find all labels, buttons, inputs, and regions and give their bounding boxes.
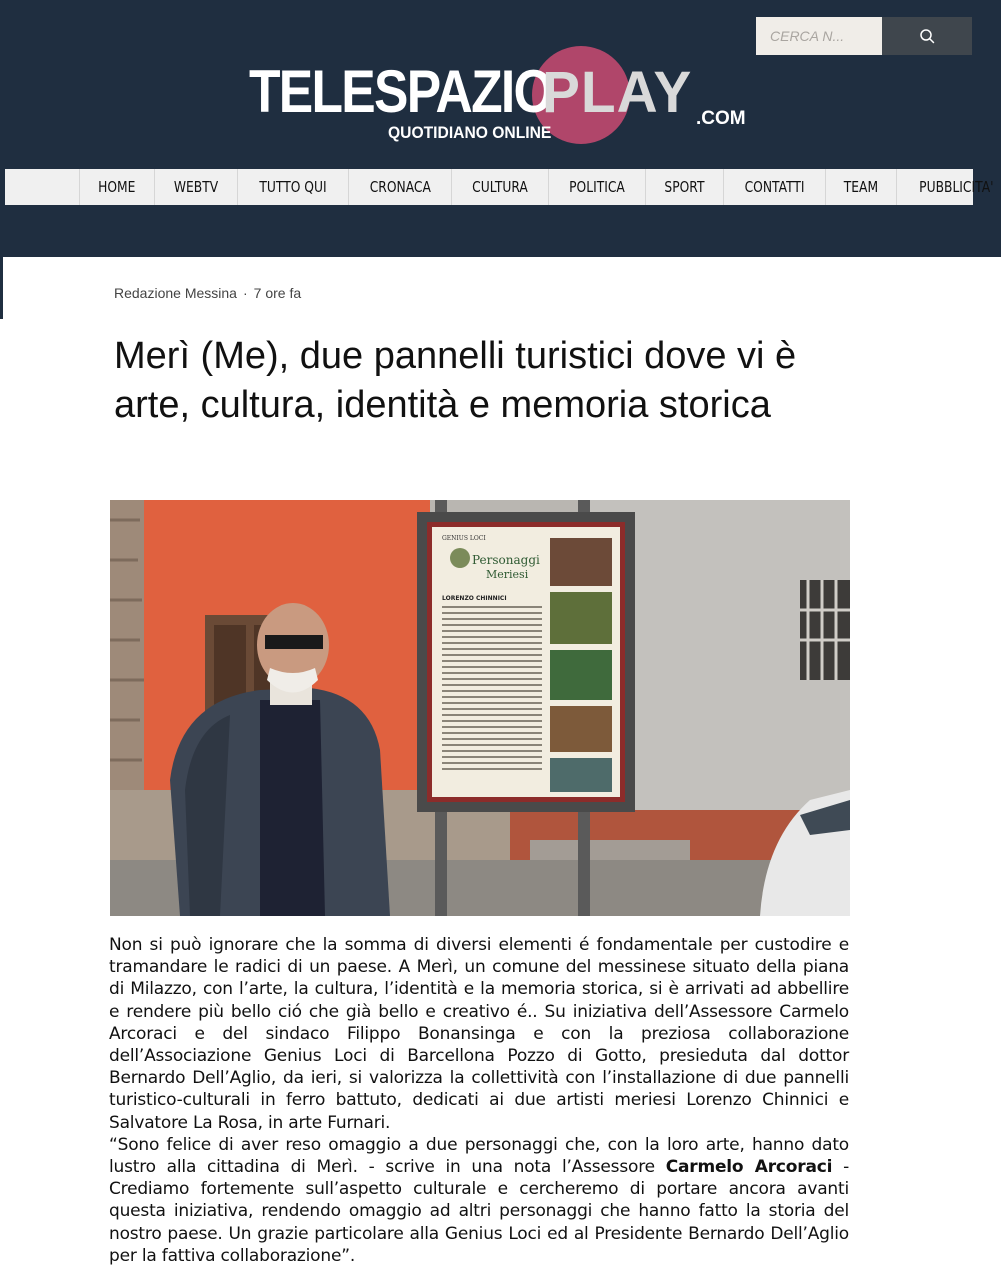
- panel-header: GENIUS LOCI: [442, 535, 486, 542]
- site-header: [0, 0, 1001, 257]
- edge-line: [0, 257, 3, 319]
- article-body: [109, 934, 849, 1267]
- nav-label: CRONACA: [369, 178, 431, 196]
- panel-title-1: Personaggi: [472, 553, 540, 567]
- body-quote-start: “Sono felice di aver reso omaggio a due personaggi che, con la loro arte, hanno dato lustro alla cittadina di Merì. - scrive in una nota l’Assessore: [109, 1134, 849, 1178]
- post-time: 7 ore fa: [253, 285, 302, 301]
- meta-separator: ·: [242, 285, 248, 301]
- article-photo-illustration: [110, 500, 850, 916]
- author-link[interactable]: Redazione Messina: [114, 285, 237, 301]
- nav-label: TEAM: [843, 178, 879, 196]
- body-paragraph-1: Non si può ignorare che la somma di diversi elementi é fondamentale per custodire e tramandare le radici di un paese. A Merì, un comune del messinese situato della piana di Milazzo, con l’arte, la cultura, l’identità e la memoria storica, si è arrivati ad abbellire e rendere più bello ció che già bello e creativo é.. Su iniziativa dell’Assessore Carmelo Arcoraci e del sindaco Filippo Bonansinga e con la preziosa collaborazione dell’Associazione Genius Loci di Barcellona Pozzo di Gotto, presieduta dal dottor Bernardo Dell’Aglio, da ieri, si valorizza la collettività con l’installazione di due pannelli turistico-culturali in ferro battuto, dedicati ai due artisti meriesi Lorenzo Chinnici e Salvatore La Rosa, in arte Furnari.: [109, 935, 849, 1133]
- nav-label: CULTURA: [472, 178, 529, 196]
- nav-item-home[interactable]: [80, 169, 155, 205]
- article-photo: [110, 500, 850, 916]
- panel-title-2: Meriesi: [486, 568, 529, 581]
- nav-item-webtv[interactable]: [155, 169, 238, 205]
- body-quote-end: - Crediamo fortemente sull’aspetto culturale e cercheremo di portare ancora avanti questa iniziativa, rendendo omaggio ad altri personaggi che hanno fatto la storia del nostro paese. Un grazie particolare alla Genius Loci ed al Presidente Bernardo Dell’Aglio per la fattiva collaborazione”.: [109, 1157, 849, 1266]
- search-button[interactable]: [882, 17, 972, 55]
- nav-label: CONTATTI: [744, 178, 805, 196]
- nav-item-contatti[interactable]: [724, 169, 826, 205]
- nav-list: [79, 169, 1001, 205]
- nav-label: PUBBLICITA': [919, 178, 994, 196]
- nav-label: TUTTO QUI: [258, 178, 327, 196]
- nav-item-tutto-qui[interactable]: [238, 169, 349, 205]
- search-box: [756, 17, 972, 55]
- nav-item-pubblicita[interactable]: [897, 169, 1001, 205]
- nav-label: POLITICA: [569, 178, 626, 196]
- nav-label: HOME: [98, 178, 136, 196]
- nav-item-cronaca[interactable]: [349, 169, 453, 205]
- search-icon: [919, 28, 935, 44]
- body-bold-name: Carmelo Arcoraci: [665, 1157, 833, 1178]
- panel-name: LORENZO CHINNICI: [442, 595, 507, 602]
- site-logo[interactable]: [246, 42, 746, 152]
- body-paragraph-2: [109, 1134, 849, 1267]
- article-title: Merì (Me), due pannelli turistici dove vi è arte, cultura, identità e memoria storica: [114, 335, 797, 426]
- nav-item-politica[interactable]: [549, 169, 646, 205]
- nav-label: WEBTV: [173, 178, 218, 196]
- logo-wordmark: TELESPAZIO: [249, 58, 552, 125]
- nav-item-sport[interactable]: [646, 169, 724, 205]
- nav-item-cultura[interactable]: [452, 169, 549, 205]
- nav-label: SPORT: [664, 178, 705, 196]
- main-nav: [5, 169, 994, 205]
- logo-domain: .COM: [696, 108, 746, 129]
- nav-item-team[interactable]: [826, 169, 897, 205]
- logo-play: PLAY: [542, 60, 693, 125]
- article-meta: [114, 285, 301, 301]
- logo-subtitle: QUOTIDIANO ONLINE: [388, 123, 552, 142]
- search-input[interactable]: [756, 17, 882, 55]
